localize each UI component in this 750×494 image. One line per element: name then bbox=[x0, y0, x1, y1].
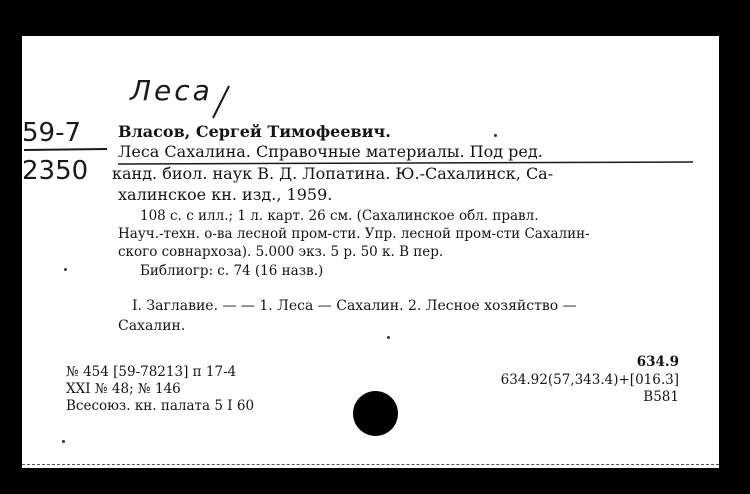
call-number-underline bbox=[22, 147, 112, 153]
bibliography-note: Библиогр: с. 74 (16 назв.) bbox=[140, 263, 324, 279]
title-line-2: канд. биол. наук В. Д. Лопатина. Ю.-Сахалинск, Са- bbox=[112, 164, 554, 183]
handwritten-call-number-bottom: 2350 bbox=[22, 156, 89, 186]
classification-line-1: 634.9 bbox=[636, 354, 679, 370]
description-line-3: ского совнархоза). 5.000 экз. 5 р. 50 к. В пер. bbox=[118, 244, 444, 260]
title-line-3: халинское кн. изд., 1959. bbox=[118, 185, 333, 204]
punch-hole bbox=[353, 391, 398, 436]
description-line-2: Науч.-техн. о-ва лесной пром-сти. Упр. лесной пром-сти Сахалин- bbox=[118, 226, 590, 242]
catalog-card bbox=[22, 36, 719, 468]
subject-entry-1: I. Заглавие. — — 1. Леса — Сахалин. 2. Лесное хозяйство — bbox=[132, 298, 577, 314]
scan-speck bbox=[387, 336, 390, 339]
record-line-1: № 454 [59-78213] п 17-4 bbox=[66, 364, 237, 380]
handwritten-subject: Леса bbox=[130, 74, 213, 107]
description-line-1: 108 с. с илл.; 1 л. карт. 26 см. (Сахалинское обл. правл. bbox=[140, 208, 539, 224]
author-heading: Власов, Сергей Тимофеевич. bbox=[118, 122, 391, 141]
handwritten-call-number-top: 59-7 bbox=[22, 118, 82, 148]
scan-speck bbox=[64, 268, 67, 271]
classification-line-3: В581 bbox=[643, 389, 679, 405]
subject-entry-2: Сахалин. bbox=[118, 318, 186, 334]
classification-line-2: 634.92(57,343.4)+[016.3] bbox=[500, 372, 679, 388]
title-line-1: Леса Сахалина. Справочные материалы. Под ред. bbox=[118, 142, 543, 161]
record-line-3: Всесоюз. кн. палата 5 I 60 bbox=[66, 398, 255, 414]
scan-speck bbox=[62, 440, 65, 443]
scan-speck bbox=[494, 134, 497, 137]
bottom-dashed-line bbox=[22, 464, 719, 465]
record-line-2: XXI № 48; № 146 bbox=[66, 381, 181, 397]
